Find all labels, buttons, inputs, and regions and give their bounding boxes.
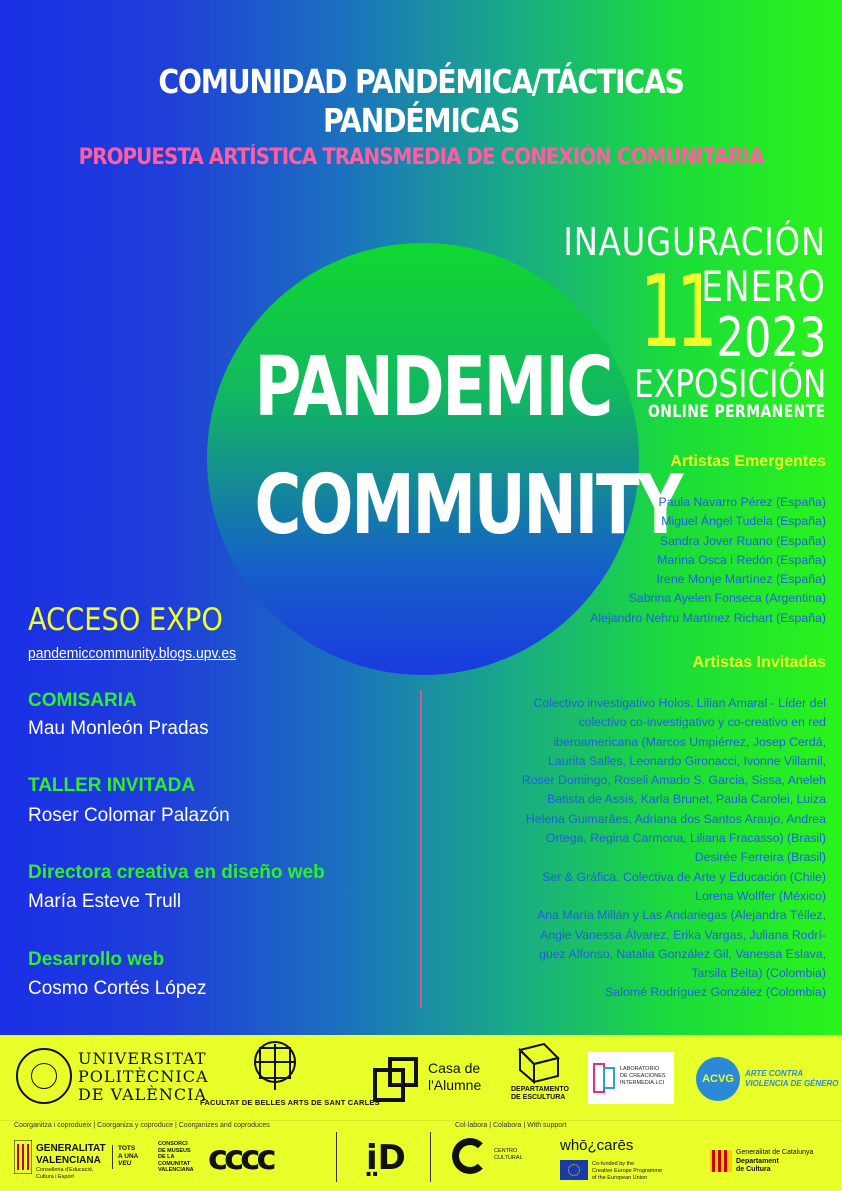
- list-item: Sabrina Ayelen Fonseca (Argentina): [628, 591, 826, 606]
- gva-line: GENERALITAT: [36, 1143, 106, 1154]
- casa-line: l'Alumne: [428, 1077, 482, 1093]
- list-item: Laurita Salles, Leonardo Gironacci, Ivonne Villamil,: [548, 753, 826, 768]
- lci-logo: [588, 1052, 674, 1104]
- consorci-line: CONSORCI: [158, 1141, 188, 1147]
- list-item: Paula Navarro Pérez (España): [658, 495, 826, 509]
- invitadas-list: [498, 694, 826, 1003]
- upv-line: UNIVERSITAT: [78, 1049, 207, 1068]
- list-item: Batista de Assis, Karla Brunet, Paula Carolei, Luiza: [547, 792, 826, 807]
- gva-separator: [112, 1145, 113, 1169]
- list-item: iberoamericana (Marcos Umpiérrez, Josep Cerdá,: [553, 734, 826, 749]
- cat-line: Departament: [736, 1157, 779, 1165]
- list-item: Lorena Wolffer (México): [695, 888, 826, 903]
- upv-seal-icon: [16, 1048, 72, 1104]
- centro-cultural-text: [494, 1148, 523, 1162]
- consorci-line: VALENCIANA: [158, 1167, 194, 1173]
- gva-line: VALENCIANA: [36, 1155, 101, 1166]
- lci-line: DE CREACIONES: [620, 1073, 666, 1079]
- casa-line: Casa de: [428, 1060, 481, 1076]
- circle-title-line1: PANDEMIC: [254, 340, 612, 435]
- list-item: Marina Osca i Redón (España): [657, 552, 826, 567]
- upv-line: DE VALÈNCIA: [78, 1085, 208, 1104]
- consorci-line: DE LA: [158, 1154, 175, 1160]
- list-item: Ser & Gráfica. Colectiva de Arte y Educación (Chile): [542, 869, 826, 884]
- footer-separator: [430, 1132, 431, 1182]
- acvg-badge: ACVG: [696, 1057, 740, 1101]
- tots-a-una-veu-text: [118, 1145, 138, 1168]
- centro-line: CENTRO: [494, 1148, 518, 1154]
- event-month: ENERO: [701, 262, 826, 311]
- eu-line: Creative Europe Programme: [592, 1168, 663, 1174]
- cccc-logo: cccc: [208, 1138, 273, 1178]
- list-item: Ana María Millán y Las Andariegas (Alejandra Téllez,: [537, 908, 826, 923]
- id-logo: i̤D: [366, 1138, 406, 1178]
- circle-title-line2: COMMUNITY: [254, 458, 682, 553]
- eu-line: of the European Union: [592, 1175, 648, 1181]
- emergentes-list: [526, 493, 826, 628]
- gva-line: Conselleria d'Educació,: [36, 1167, 94, 1173]
- taller-role: TALLER INVITADA: [28, 775, 196, 796]
- gva-line: Cultura i Esport: [36, 1174, 74, 1180]
- expo-link[interactable]: pandemiccommunity.blogs.upv.es: [28, 645, 237, 662]
- list-item: Colectivo investigativo Holos. Lilian Amaral - Líder del: [533, 696, 826, 710]
- vertical-divider: [420, 690, 422, 1008]
- eu-flag-icon: [560, 1160, 588, 1180]
- collaboration-caption: Col·labora | Colabora | With support: [455, 1122, 567, 1129]
- exposicion-label: EXPOSICIÓN: [633, 362, 826, 406]
- footer-separator: [336, 1132, 337, 1182]
- escultura-cube-icon: [514, 1040, 564, 1084]
- consorci-line: COMUNITAT: [158, 1160, 191, 1167]
- event-year: 2023: [716, 306, 826, 369]
- footer-divider: [0, 1120, 842, 1121]
- catalunya-text: [736, 1149, 813, 1175]
- tots-line: TOTS: [118, 1145, 136, 1152]
- cat-line: de Cultura: [736, 1166, 771, 1173]
- eu-text: [592, 1161, 662, 1182]
- cat-line: Generalitat de Catalunya: [736, 1149, 814, 1156]
- list-item: Salomé Rodríguez González (Colombia): [605, 985, 826, 1000]
- lci-line: LABORATORIO: [620, 1066, 660, 1072]
- emergentes-title: Artistas Emergentes: [670, 453, 826, 470]
- catalunya-flag-icon: [710, 1150, 732, 1172]
- consorci-line: DE MUSEUS: [158, 1147, 191, 1154]
- centro-line: CULTURAL: [494, 1155, 523, 1161]
- directora-role: Directora creativa en diseño web: [28, 862, 325, 883]
- lci-icon: [592, 1062, 618, 1094]
- invitadas-title: Artistas Invitadas: [692, 654, 826, 671]
- inauguracion-label: INAUGURACIÓN: [563, 220, 826, 264]
- gva-flag-icon: [14, 1140, 32, 1174]
- gva-text: [36, 1143, 106, 1181]
- escultura-line: DE ESCULTURA: [511, 1094, 566, 1101]
- list-item: Alejandro Nehru Martínez Richart (España): [590, 610, 826, 625]
- escultura-text: [511, 1086, 569, 1102]
- subtitle: PROPUESTA ARTÍSTICA TRANSMEDIA DE CONEXIÓN COMUNITARIA: [78, 145, 764, 170]
- list-item: Ortega, Regina Carmona, Liliana Fracasso) (Brasil): [545, 831, 826, 846]
- upv-line: POLITÈCNICA: [78, 1067, 209, 1086]
- list-item: Tarsila Beita) (Colombia): [691, 966, 826, 981]
- casa-alumne-icon: [372, 1056, 420, 1104]
- acvg-text: [745, 1069, 839, 1089]
- list-item: Irene Monje Martínez (España): [656, 572, 826, 587]
- upv-logo-text: [78, 1050, 209, 1104]
- list-item: colectivo co-investigativo y co-creativo en red: [578, 715, 826, 730]
- acvg-line: VIOLENCIA DE GÉNERO: [745, 1079, 839, 1088]
- list-item: Sandra Jover Ruano (España): [659, 533, 826, 548]
- list-item: Desirée Ferreira (Brasil): [694, 850, 826, 865]
- directora-name: María Esteve Trull: [28, 891, 182, 912]
- lci-line: INTERMEDIA.LCI: [620, 1080, 665, 1086]
- main-title: COMUNIDAD PANDÉMICA/TÁCTICAS PANDÉMICAS: [158, 62, 684, 140]
- list-item: Miguel Ángel Tudela (España): [661, 514, 826, 529]
- desarrollo-name: Cosmo Cortés López: [28, 978, 207, 999]
- consorci-text: [158, 1141, 194, 1174]
- taller-name: Roser Colomar Palazón: [28, 805, 230, 826]
- acceso-title: ACCESO EXPO: [28, 602, 223, 638]
- acvg-line: ARTE CONTRA: [745, 1069, 804, 1078]
- bellas-artes-text: FACULTAT DE BELLES ARTS DE SANT CARLES: [200, 1098, 380, 1107]
- list-item: Roser Domingo, Roseli Amado S. Garcia, Sissa, Aneleh: [521, 773, 826, 788]
- casa-alumne-text: [428, 1060, 481, 1094]
- comisaria-role: COMISARIA: [28, 690, 137, 711]
- centro-cultural-icon: [452, 1138, 488, 1174]
- vitruvian-icon: [250, 1038, 300, 1094]
- event-day: 11: [640, 253, 713, 370]
- list-item: Angie Vanessa Álvarez, Erika Vargas, Juliana Rodrí-: [540, 927, 826, 942]
- escultura-line: DEPARTAMENTO: [511, 1086, 569, 1093]
- comisaria-name: Mau Monleón Pradas: [28, 718, 209, 739]
- tots-line: A UNA: [118, 1152, 139, 1160]
- lci-text: [620, 1066, 666, 1087]
- whocares-logo: whō¿carēs: [560, 1137, 634, 1154]
- cooperation-caption: Coorganitza i coprodueix | Coorganiza y coproduce | Coorganizes and coproduces: [14, 1122, 270, 1129]
- list-item: guez Alfonso, Natalia González Gil, Vanessa Eslava,: [539, 946, 826, 961]
- online-label: ONLINE PERMANENTE: [648, 402, 826, 422]
- list-item: Helena Guimarães, Adriana dos Santos Araujo, Andrea: [525, 811, 826, 826]
- tots-line: VEU: [118, 1160, 132, 1167]
- eu-line: Co-funded by the: [592, 1161, 635, 1167]
- desarrollo-role: Desarrollo web: [28, 949, 165, 970]
